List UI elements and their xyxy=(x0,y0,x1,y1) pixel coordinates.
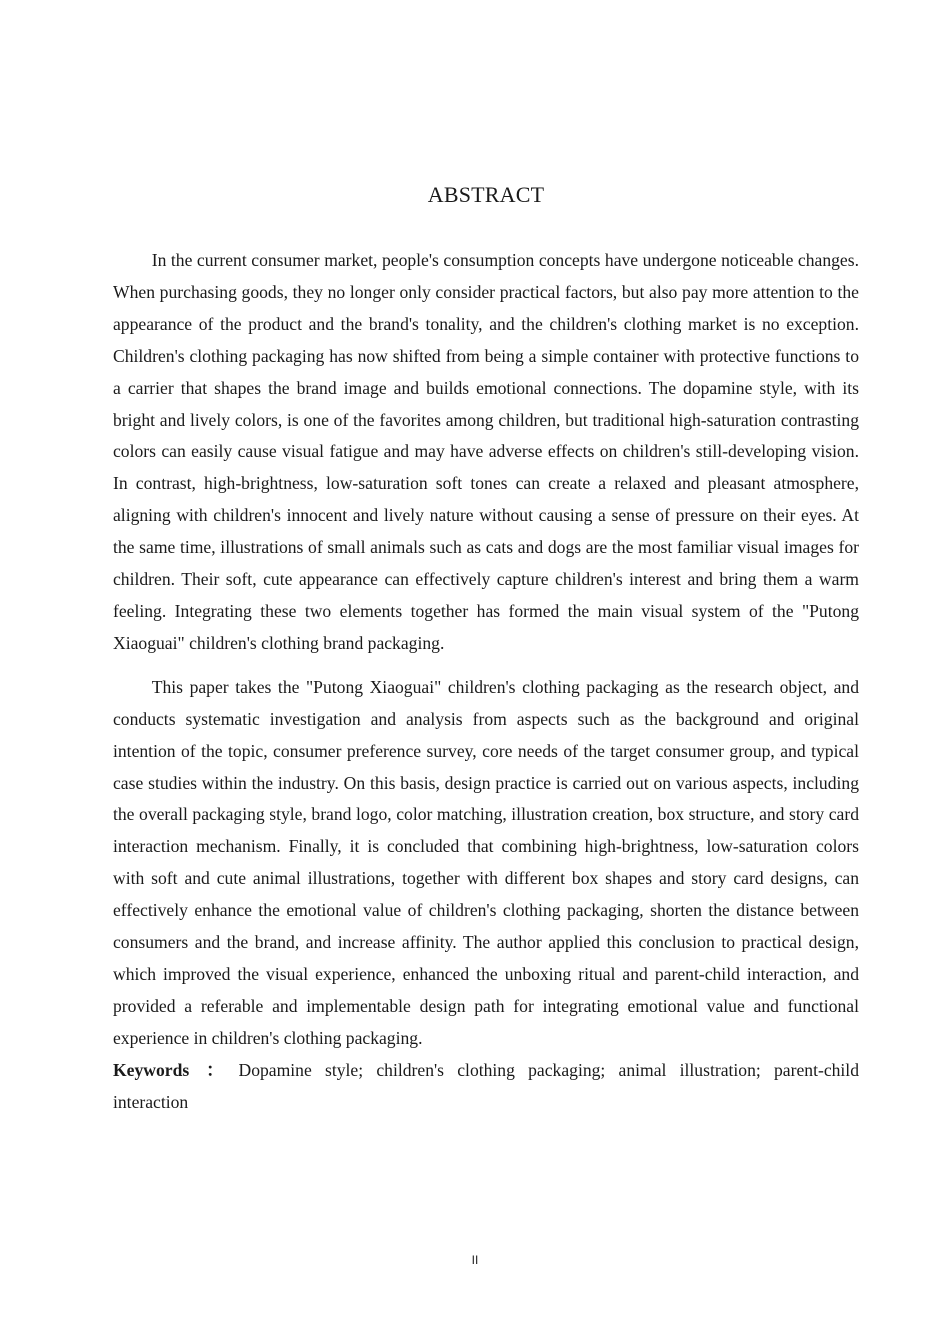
abstract-body xyxy=(113,245,859,1118)
keywords-text: Dopamine style; children's clothing packaging; animal illustration; parent-child interaction xyxy=(113,1059,859,1112)
abstract-paragraph-1: In the current consumer market, people's consumption concepts have undergone noticeable changes. When purchasing goods, they no longer only consider practical factors, but also pay more attention to the appearance of the product and the brand's tonality, and the children's clothing market is no exception. Children's clothing packaging has now shifted from being a simple container with protective functions to a carrier that shapes the brand image and builds emotional connections. The dopamine style, with its bright and lively colors, is one of the favorites among children, but traditional high-saturation contrasting colors can easily cause visual fatigue and may have adverse effects on children's still-developing vision. In contrast, high-brightness, low-saturation soft tones can create a relaxed and pleasant atmosphere, aligning with children's innocent and lively nature without causing a sense of pressure on their eyes. At the same time, illustrations of small animals such as cats and dogs are the most familiar visual images for children. Their soft, cute appearance can effectively capture children's interest and bring them a warm feeling. Integrating these two elements together has formed the main visual system of the "Putong Xiaoguai" children's clothing brand packaging. xyxy=(113,250,859,653)
abstract-paragraph-2: This paper takes the "Putong Xiaoguai" children's clothing packaging as the research object, and conducts systematic investigation and analysis from aspects such as the background and original intention of the topic, consumer preference survey, core needs of the target consumer group, and typical case studies within the industry. On this basis, design practice is carried out on various aspects, including the overall packaging style, brand logo, color matching, illustration creation, box structure, and story card interaction mechanism. Finally, it is concluded that combining high-brightness, low-saturation colors with soft and cute animal illustrations, together with different box shapes and story card designs, can effectively enhance the emotional value of children's clothing packaging, shorten the distance between consumers and the brand, and increase affinity. The author applied this conclusion to practical design, which improved the visual experience, enhanced the unboxing ritual and parent-child interaction, and provided a referable and implementable design path for integrating emotional value and functional experience in children's clothing packaging. xyxy=(113,676,859,1048)
page-number: II xyxy=(471,1253,479,1267)
keywords-line xyxy=(113,1055,859,1119)
page-title: ABSTRACT xyxy=(427,182,545,207)
keywords-label: Keywords xyxy=(113,1059,190,1080)
keywords-separator: ： xyxy=(197,1059,233,1080)
